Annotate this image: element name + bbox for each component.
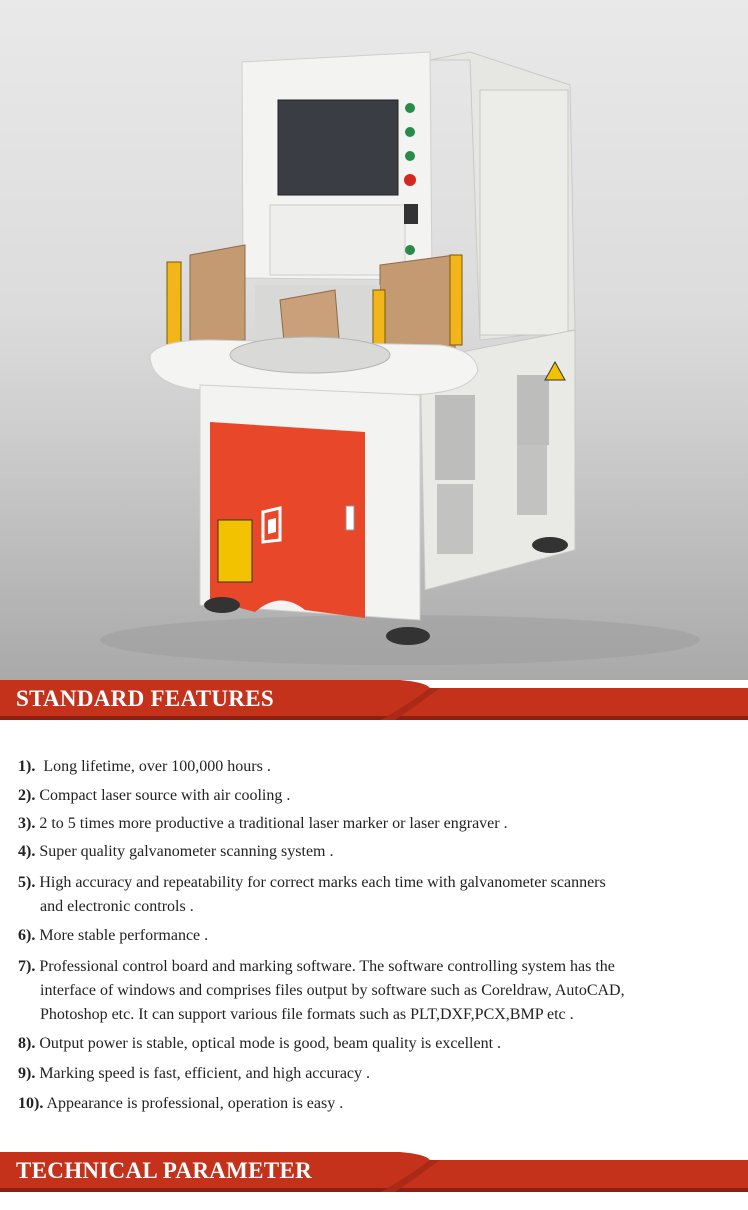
section-title: TECHNICAL PARAMETER: [16, 1158, 312, 1183]
list-item: [18, 1062, 730, 1086]
item-text-continued: interface of windows and comprises files output by software such as Coreldraw, AutoCAD,: [40, 982, 625, 999]
item-text-continued: Photoshop etc. It can support various file formats such as PLT,DXF,PCX,BMP etc .: [40, 1006, 574, 1023]
list-item: [18, 924, 730, 948]
item-text: Appearance is professional, operation is easy .: [43, 1095, 344, 1112]
technical-parameter-banner: [0, 1152, 748, 1192]
list-item: [18, 1032, 730, 1056]
item-number: 3).: [18, 815, 36, 832]
section-title: STANDARD FEATURES: [16, 686, 274, 711]
list-item: [18, 840, 730, 864]
list-item: [18, 1092, 730, 1116]
item-text: High accuracy and repeatability for correct marks each time with galvanometer scanners: [35, 874, 606, 891]
item-text: More stable performance .: [35, 927, 209, 944]
item-number: 7).: [18, 958, 36, 975]
item-text: Compact laser source with air cooling .: [35, 787, 291, 804]
item-number: 8).: [18, 1035, 36, 1052]
item-number: 4).: [18, 843, 36, 860]
item-text-continued: and electronic controls .: [40, 898, 194, 915]
item-text: Long lifetime, over 100,000 hours .: [35, 758, 271, 775]
feature-list: [18, 755, 730, 1116]
item-number: 5).: [18, 874, 36, 891]
list-item: [18, 755, 730, 779]
list-item: [18, 955, 730, 1027]
item-text: Output power is stable, optical mode is good, beam quality is excellent .: [35, 1035, 502, 1052]
item-number: 10).: [18, 1095, 44, 1112]
standard-features-banner: [0, 680, 748, 720]
list-item: [18, 784, 730, 808]
item-number: 2).: [18, 787, 36, 804]
item-text: Professional control board and marking software. The software controlling system has the: [35, 958, 615, 975]
list-item: [18, 871, 730, 919]
item-text: 2 to 5 times more productive a traditional laser marker or laser engraver .: [35, 815, 508, 832]
item-number: 1).: [18, 758, 36, 775]
list-item: [18, 812, 730, 836]
item-text: Marking speed is fast, efficient, and high accuracy .: [35, 1065, 371, 1082]
item-number: 6).: [18, 927, 36, 944]
item-number: 9).: [18, 1065, 36, 1082]
item-text: Super quality galvanometer scanning system .: [35, 843, 334, 860]
